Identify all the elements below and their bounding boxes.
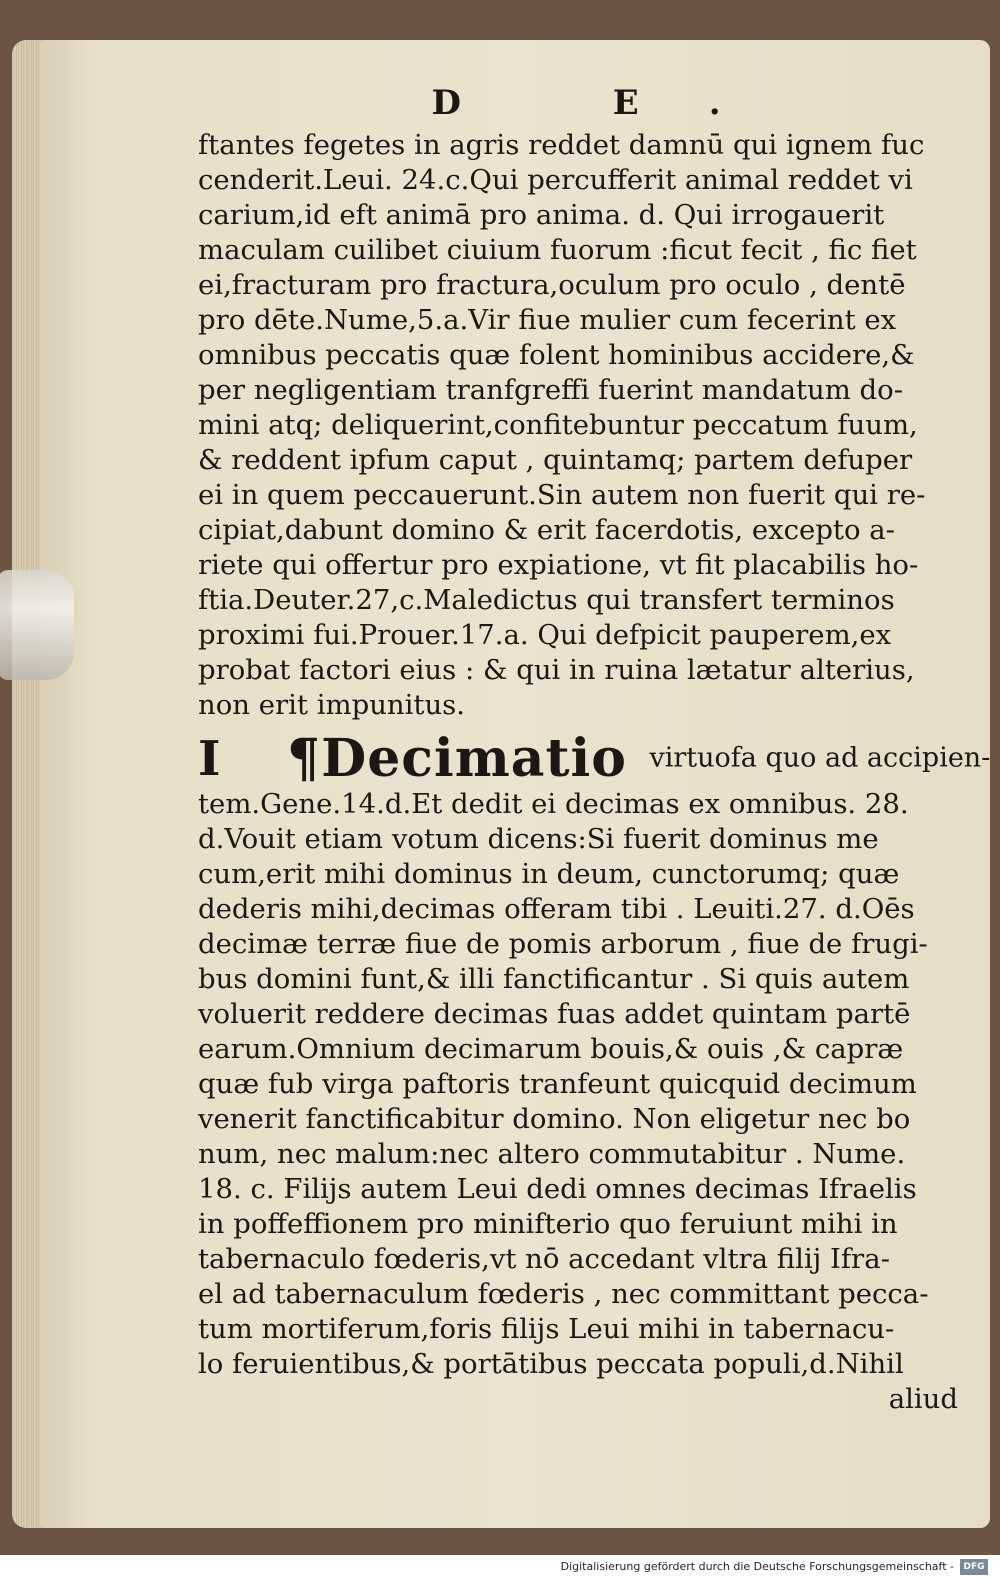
text-line: lo feruientibus,& portātibus peccata populi,d.Nihil <box>198 1348 904 1380</box>
text-line: num, nec malum:nec altero commutabitur . Nume. <box>198 1138 906 1170</box>
text-line: & reddent ipfum caput , quintamq; partem defuper <box>198 444 913 476</box>
text-line: el ad tabernaculum fœderis , nec committant pecca- <box>198 1278 929 1310</box>
text-line: omnibus peccatis quæ folent hominibus accidere,& <box>198 339 915 371</box>
text-line: tum mortiferum,foris filijs Leui mihi in tabernacu- <box>198 1313 895 1345</box>
text-line: pro dēte.Nume,5.a.Vir fiue mulier cum fecerint ex <box>198 304 897 336</box>
text-line: mini atq; deliquerint,confitebuntur peccatum fuum, <box>198 409 918 441</box>
paragraph-bottom <box>198 787 964 1382</box>
text-block <box>198 78 991 1417</box>
text-line: maculam cuilibet ciuium fuorum :ficut fecit , fic fiet <box>198 234 917 266</box>
text-line: ei,fracturam pro fractura,oculum pro oculo , dentē <box>198 269 906 301</box>
entry-initial: I <box>198 730 221 787</box>
text-line: riete qui offertur pro expiatione, vt fit placabilis ho- <box>198 549 919 581</box>
text-line: quæ fub virga paftoris tranfeunt quicquid decimum <box>198 1068 917 1100</box>
text-line: cum,erit mihi dominus in deum, cunctorumq; quæ <box>198 858 900 890</box>
entry-headword: ¶Decimatio <box>287 727 627 789</box>
footer-bar <box>0 1555 1000 1580</box>
catchword: aliud <box>888 1383 958 1415</box>
book-clasp <box>0 570 74 680</box>
footer-credit: Digitalisierung gefördert durch die Deutsche Forschungsgemeinschaft - <box>560 1560 954 1573</box>
text-line: earum.Omnium decimarum bouis,& ouis ,& capræ <box>198 1033 904 1065</box>
paragraph-top <box>198 128 964 723</box>
text-line: in poffeffionem pro minifterio quo feruiunt mihi in <box>198 1208 898 1240</box>
text-line: venerit fanctificabitur domino. Non eligetur nec bo <box>198 1103 911 1135</box>
text-line: ftantes fegetes in agris reddet damnū qui ignem fuc <box>198 129 925 161</box>
text-line: proximi fui.Prouer.17.a. Qui defpicit pauperem,ex <box>198 619 892 651</box>
text-line: cipiat,dabunt domino & erit facerdotis, excepto a- <box>198 514 895 546</box>
dfg-logo: DFG <box>960 1559 988 1575</box>
text-line: probat factori eius : & qui in ruina lætatur alterius, <box>198 654 915 686</box>
text-line: voluerit reddere decimas fuas addet quintam partē <box>198 998 911 1030</box>
text-line: d.Vouit etiam votum dicens:Si fuerit dominus me <box>198 823 879 855</box>
text-line: decimæ terræ fiue de pomis arborum , fiue de frugi- <box>198 928 928 960</box>
text-line: ftia.Deuter.27,c.Maledictus qui transfert terminos <box>198 584 895 616</box>
entry-heading <box>198 727 991 789</box>
text-line: non erit impunitus. <box>198 689 466 721</box>
page-header: D E. <box>431 83 791 123</box>
text-line: cenderit.Leui. 24.c.Qui percufferit animal reddet vi <box>198 164 913 196</box>
entry-heading-rest: virtuofa quo ad accipien- <box>649 742 991 774</box>
text-line: bus domini funt,& illi fanctificantur . Si quis autem <box>198 963 910 995</box>
text-line: tem.Gene.14.d.Et dedit ei decimas ex omnibus. 28. <box>198 788 909 820</box>
text-line: ei in quem peccauerunt.Sin autem non fuerit qui re- <box>198 479 926 511</box>
text-line: dederis mihi,decimas offeram tibi . Leuiti.27. d.Oēs <box>198 893 915 925</box>
text-line: carium,id eft animā pro anima. d. Qui irrogauerit <box>198 199 885 231</box>
text-line: 18. c. Filijs autem Leui dedi omnes decimas Ifraelis <box>198 1173 917 1205</box>
text-line: per negligentiam tranfgreffi fuerint mandatum do- <box>198 374 903 406</box>
text-line: tabernaculo fœderis,vt nō accedant vltra filij Ifra- <box>198 1243 890 1275</box>
